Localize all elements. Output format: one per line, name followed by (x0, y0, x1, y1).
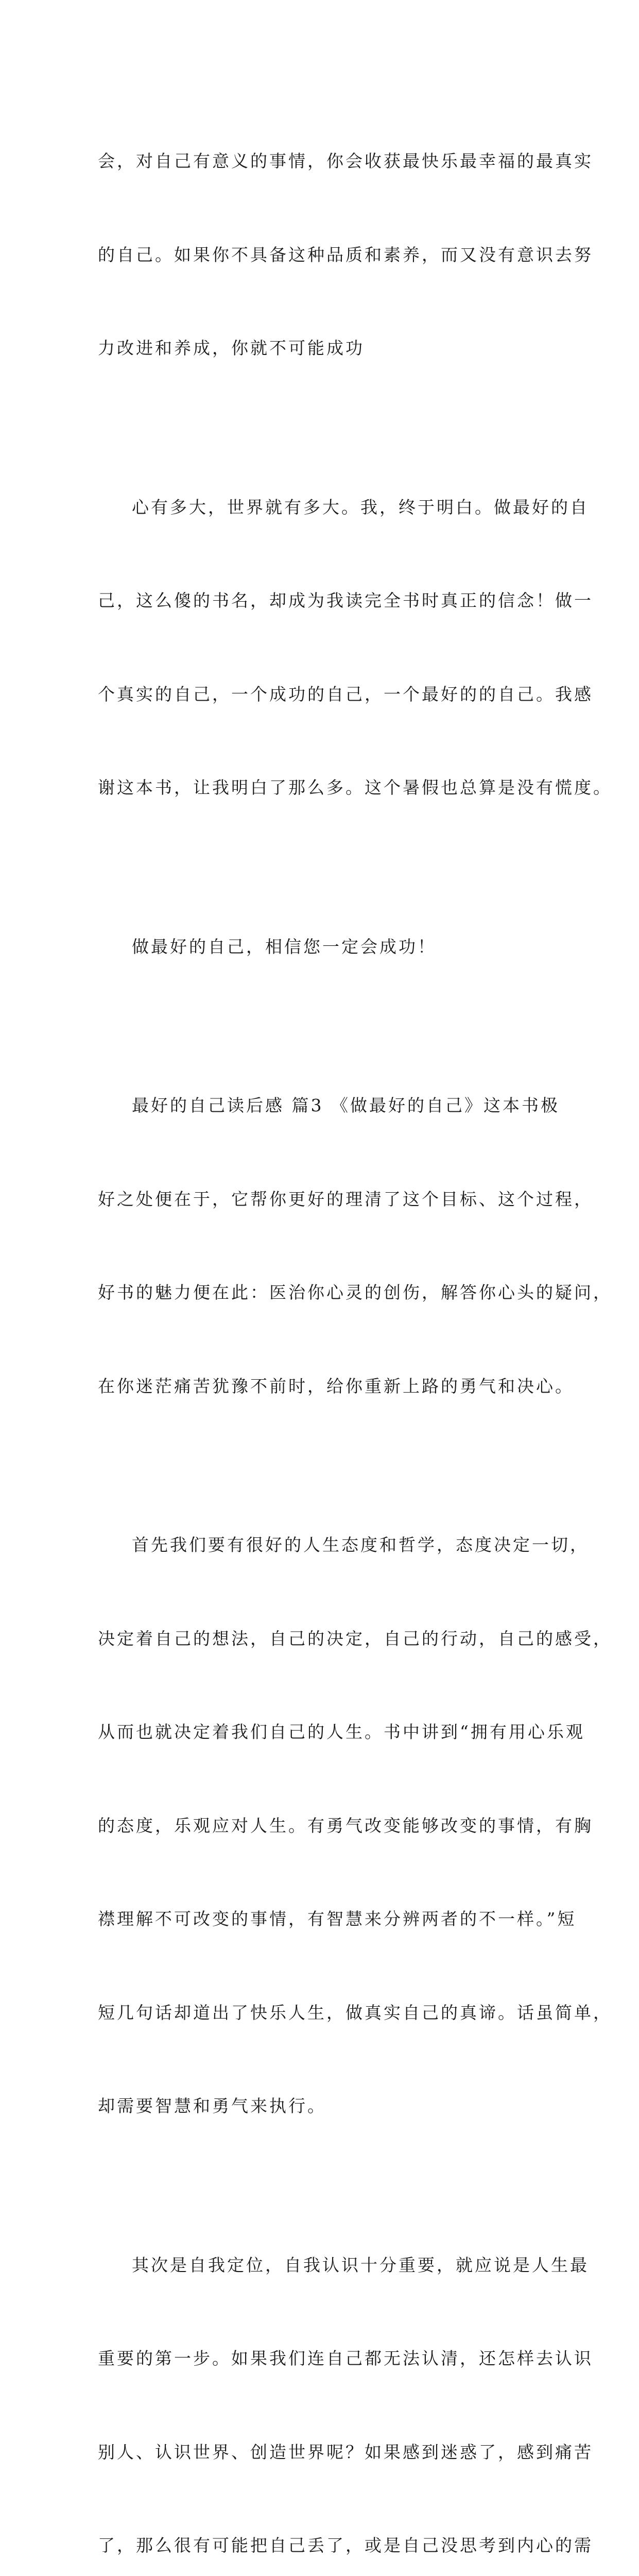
text-line: 重要的第一步。如果我们连自己都无法认清，还怎样去认识 (98, 2343, 551, 2375)
text-line: 从而也就决定着我们自己的人生。书中讲到“拥有用心乐观 (98, 1717, 551, 1748)
text-line: 决定着自己的想法，自己的决定，自己的行动，自己的感受， (98, 1623, 551, 1655)
text-line: 最好的自己读后感 篇3 《做最好的自己》这本书极 (98, 1090, 551, 1122)
text-line: 好之处便在于，它帮你更好的理清了这个目标、这个过程， (98, 1184, 551, 1215)
paragraph (98, 83, 551, 427)
text-line: 却需要智慧和勇气来执行。 (98, 2091, 551, 2122)
text-line: 其次是自我定位，自我认识十分重要，就应说是人生最 (98, 2250, 551, 2281)
paragraph (98, 1467, 551, 2184)
text-line: 的自己。如果你不具备这种品质和素养，而又没有意识去努 (98, 240, 551, 271)
text-line: 襟理解不可改变的事情，有智慧来分辨两者的不一样。”短 (98, 1904, 551, 1935)
text-line: 首先我们要有很好的人生态度和哲学，态度决定一切， (98, 1530, 551, 1561)
paragraph (98, 430, 551, 866)
text-line: 心有多大，世界就有多大。我，终于明白。做最好的自 (98, 492, 551, 523)
text-line: 做最好的自己，相信您一定会成功！ (98, 931, 551, 963)
text-line: 会，对自己有意义的事情，你会收获最快乐最幸福的最真实 (98, 146, 551, 177)
paragraph (98, 1028, 551, 1464)
text-line: 己，这么傻的书名，却成为我读完全书时真正的信念！做一 (98, 585, 551, 617)
document-page (0, 0, 639, 904)
paragraph (98, 2188, 551, 2576)
paragraph (98, 869, 551, 1025)
text-line: 的态度，乐观应对人生。有勇气改变能够改变的事情，有胸 (98, 1810, 551, 1842)
text-line: 别人、认识世界、创造世界呢？如果感到迷惑了，感到痛苦 (98, 2437, 551, 2468)
text-line: 好书的魅力便在此：医治你心灵的创伤，解答你心头的疑问， (98, 1277, 551, 1309)
text-line: 短几句话却道出了快乐人生，做真实自己的真谛。话虽简单， (98, 1997, 551, 2029)
text-line: 力改进和养成，你就不可能成功 (98, 333, 551, 364)
text-line: 谢这本书，让我明白了那么多。这个暑假也总算是没有慌度。 (98, 772, 551, 804)
text-line: 了，那么很有可能把自己丢了，或是自己没思考到内心的需 (98, 2530, 551, 2562)
document-body (98, 83, 551, 2576)
text-line: 个真实的自己，一个成功的自己，一个最好的的自己。我感 (98, 679, 551, 710)
text-line: 在你迷茫痛苦犹豫不前时，给你重新上路的勇气和决心。 (98, 1371, 551, 1402)
